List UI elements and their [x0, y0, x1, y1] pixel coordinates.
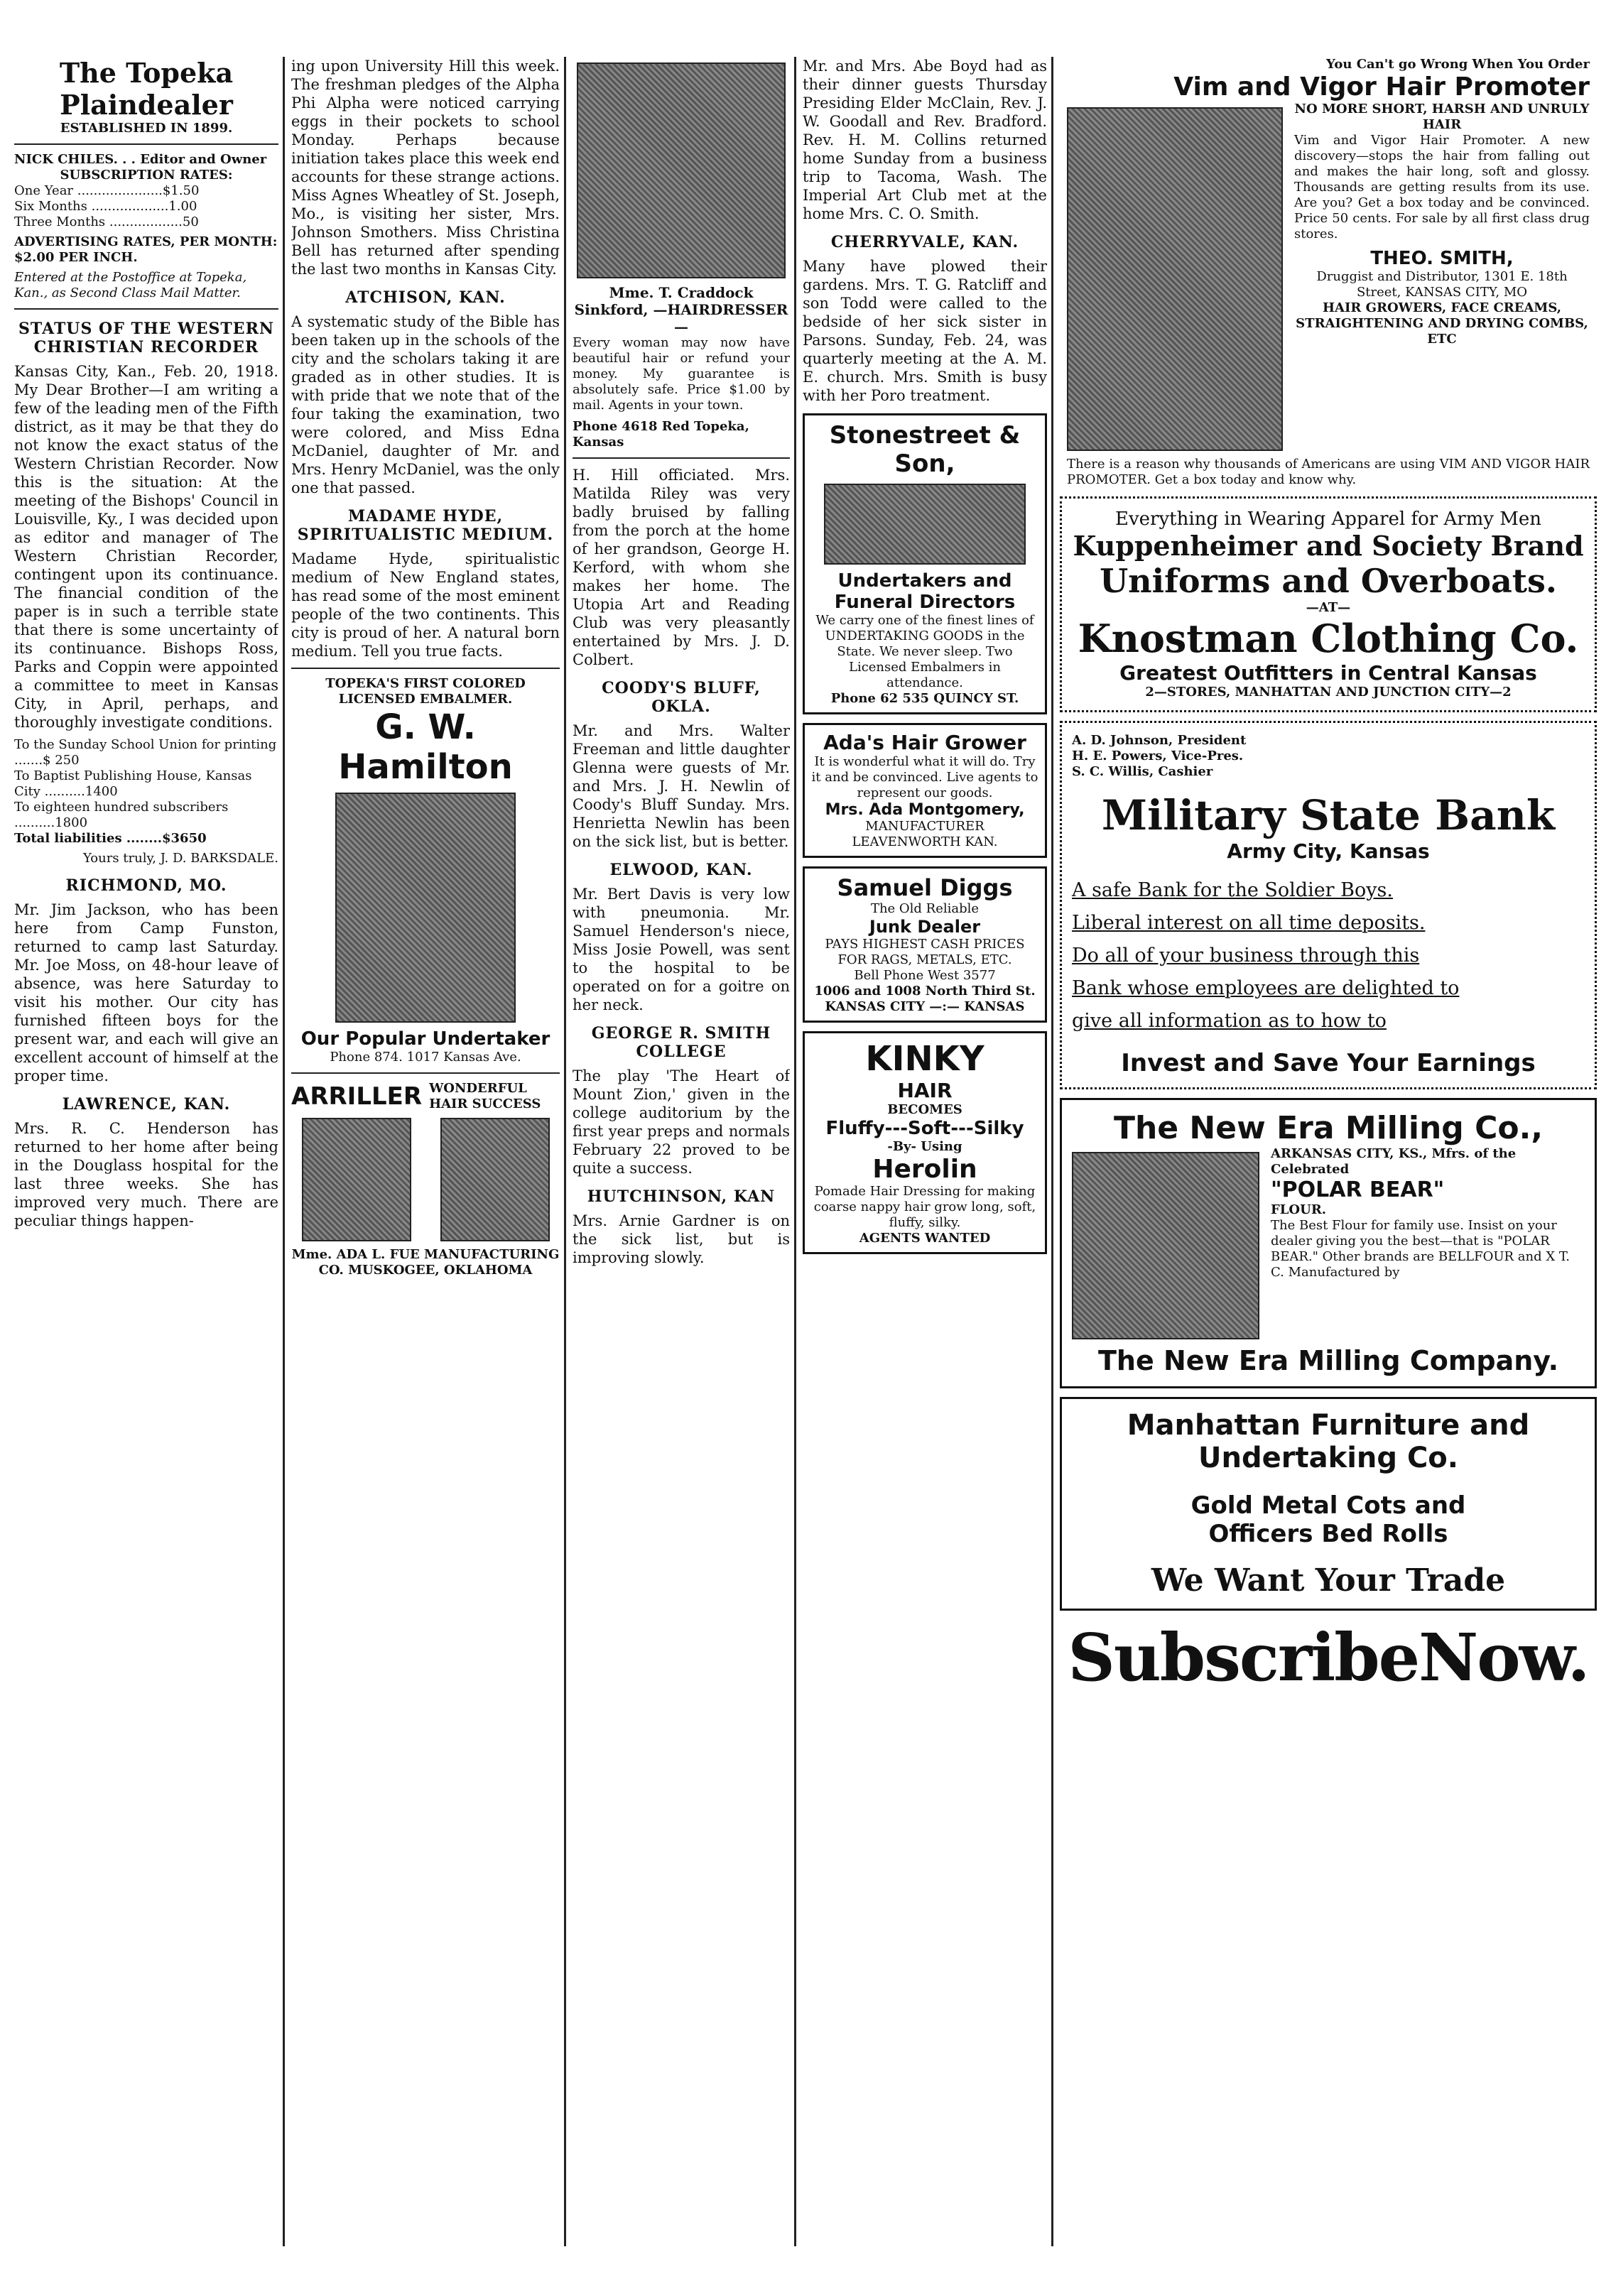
- section-heading: ELWOOD, KAN.: [609, 861, 753, 879]
- hairdresser-photo: [577, 62, 786, 278]
- story-body: Kansas City, Kan., Feb. 20, 1918. My Dear Brother—I am writing a few of the leading men of the Fifth district, as it may be that they do not know the exact status of the Western Christian Recorder. Now this is the situation: At the meeting of the Bishops' Council in Louisville, Ky., I was decided upon as editor and manager of The Western Christian Recorder, contingent upon its continuance. The financial condition of the paper is in such a terrible state that there is some uncertainty of its continuance. Bishops Ross, Parks and Coppin were appointed a committee to meet in Kansas City, in April, perhaps, and thoroughly investigate conditions.: [14, 363, 278, 731]
- column-rule: [1051, 57, 1053, 2246]
- column-rule: [564, 57, 566, 2246]
- liability-line: To Baptist Publishing House, Kansas City ..........1400: [14, 768, 252, 799]
- mill-flour: FLOUR.: [1271, 1202, 1327, 1217]
- manhattan-title-1: Manhattan Furniture and: [1127, 1409, 1530, 1442]
- knostman-line-1: Kuppenheimer and Society Brand: [1073, 530, 1584, 562]
- hairdresser-phone: Phone 4618 Red Topeka, Kansas: [573, 419, 749, 450]
- manhattan-want: We Want Your Trade: [1151, 1562, 1506, 1599]
- herolin-text: Pomade Hair Dressing for making coarse nappy hair grow long, soft, fluffy, silky.: [813, 1184, 1036, 1230]
- bank-line: give all information as to how to: [1072, 1010, 1387, 1032]
- story-headline: STATUS OF THE WESTERN CHRISTIAN RECORDER: [18, 320, 274, 357]
- vim-seller-address: Druggist and Distributor, 1301 E. 18th Street, KANSAS CITY, MO: [1316, 269, 1568, 300]
- manhattan-title-2: Undertaking Co.: [1198, 1442, 1458, 1474]
- stonestreet-text: We carry one of the finest lines of UNDERTAKING GOODS in the State. We never sleep. Two Licensed Embalmers in attendance.: [815, 613, 1034, 690]
- diggs-title: Samuel Diggs: [837, 874, 1013, 901]
- section-heading: GEORGE R. SMITH COLLEGE: [591, 1024, 771, 1061]
- rate-line: One Year .....................$1.50: [14, 183, 200, 198]
- divider: [573, 457, 790, 459]
- section-body: Mr. and Mrs. Walter Freeman and little daughter Glenna were guests of Mr. and Mrs. J. H. Newlin of Coody's Bluff Sunday. Mrs. Henrietta Newlin has been on the sick list, but is better.: [573, 722, 790, 850]
- herolin-hair: HAIR: [897, 1079, 953, 1102]
- mill-text-2: The Best Flour for family use. Insist on your dealer giving you the best—that is "POLAR BEAR." Other brands are BELLFOUR and X T. C. Manufactured by: [1271, 1218, 1570, 1280]
- section-body: Mr. and Mrs. Abe Boyd had as their dinner guests Thursday Presiding Elder McClain, Rev. J. W. Goodall and Rev. Bradford. Rev. H. M. Collins returned home Sunday from a business trip to Tacoma, Wash. The Imperial Art Club met at the home Mrs. C. O. Smith.: [803, 58, 1047, 222]
- herolin-by: -By- Using: [887, 1139, 962, 1154]
- herolin-ad: [803, 1031, 1047, 1254]
- liability-total: Total liabilities ........$3650: [14, 831, 207, 846]
- column-rule: [794, 57, 796, 2246]
- arriller-subtitle: WONDERFUL HAIR SUCCESS: [429, 1081, 541, 1111]
- herolin-agents: AGENTS WANTED: [859, 1231, 991, 1246]
- ada-text: It is wonderful what it will do. Try it and be convinced. Live agents to represent our goods.: [811, 754, 1038, 800]
- manhattan-line-1: Gold Metal Cots and: [1190, 1491, 1466, 1520]
- knostman-name: Knostman Clothing Co.: [1078, 616, 1579, 661]
- section-body: Mr. Jim Jackson, who has been here from Camp Funston, returned to camp last Saturday. Mr. Joe Moss, on 48-hour leave of absence, was here Saturday to visit his mother. Our city has furnished fifteen boys for the present war, and each will give an excellent account of himself at the proper time.: [14, 901, 278, 1084]
- section-heading: LAWRENCE, KAN.: [62, 1095, 231, 1114]
- arriller-title: ARRILLER: [291, 1082, 423, 1111]
- bank-officer: S. C. Willis, Cashier: [1072, 764, 1213, 779]
- embalmer-name: G. W. Hamilton: [338, 707, 513, 787]
- divider: [291, 668, 560, 669]
- vim-text: Vim and Vigor Hair Promoter. A new discovery—stops the hair from falling out and makes the hair long, soft and glossy. Thousands are getting results from its use. Are you? Get a box today and be convinced. Price 50 cents. For sale by all first class drug stores.: [1294, 133, 1590, 241]
- section-body: Mrs. Arnie Gardner is on the sick list, but is improving slowly.: [573, 1212, 790, 1266]
- ada-address: MANUFACTURER LEAVENWORTH KAN.: [852, 819, 998, 849]
- mill-text: ARKANSAS CITY, KS., Mfrs. of the Celebrated: [1271, 1146, 1517, 1177]
- column-5: [1060, 57, 1597, 2246]
- mill-brand: "POLAR BEAR": [1271, 1177, 1445, 1202]
- column-3: [573, 57, 790, 2246]
- herolin-kinky: KINKY: [865, 1039, 984, 1079]
- bank-line: Liberal interest on all time deposits.: [1072, 912, 1426, 934]
- section-body: A systematic study of the Bible has been taken up in the schools of the city and the scholars taking it are graded as in other studies. It is with pride that we note that of the four taking the examination, two were colored, and Miss Edna McDaniel, daughter of Mr. and Mrs. Henry McDaniel, was the only one that passed.: [291, 313, 560, 496]
- column-1: [14, 57, 278, 2246]
- polar-bear-illustration: [1072, 1152, 1259, 1339]
- bank-line: A safe Bank for the Soldier Boys.: [1072, 879, 1393, 901]
- stonestreet-phone: Phone 62 535 QUINCY ST.: [830, 691, 1019, 706]
- embalmer-label: TOPEKA'S FIRST COLORED LICENSED EMBALMER.: [325, 676, 526, 707]
- embalmer-address: Phone 874. 1017 Kansas Ave.: [330, 1050, 521, 1065]
- section-heading: COODY'S BLUFF, OKLA.: [602, 679, 761, 716]
- mill-footer: The New Era Milling Company.: [1097, 1345, 1559, 1376]
- hairdresser-name: Mme. T. Craddock Sinkford, —HAIRDRESSER—: [574, 284, 788, 335]
- embalmer-caption: Our Popular Undertaker: [300, 1028, 550, 1050]
- manhattan-line-2: Officers Bed Rolls: [1208, 1520, 1448, 1548]
- rate-line: Three Months ..................50: [14, 214, 199, 229]
- section-body: The play 'The Heart of Mount Zion,' given in the college auditorium by the first year preps and normals February 22 proved to be quite a success.: [573, 1067, 790, 1177]
- diggs-text: PAYS HIGHEST CASH PRICES FOR RAGS, METALS, ETC.: [825, 937, 1025, 967]
- vim-top: You Can't go Wrong When You Order: [1326, 57, 1590, 72]
- diggs-phone: Bell Phone West 3577: [854, 968, 996, 983]
- ada-name: Mrs. Ada Montgomery,: [825, 801, 1025, 819]
- section-heading: MADAME HYDE, SPIRITUALISTIC MEDIUM.: [297, 507, 554, 544]
- stonestreet-ad: [803, 413, 1047, 714]
- knostman-at: —AT—: [1306, 600, 1351, 615]
- herolin-words: Fluffy---Soft---Silky: [825, 1118, 1024, 1139]
- mill-ad: [1060, 1098, 1597, 1388]
- diggs-subtitle: The Old Reliable: [870, 901, 980, 916]
- column-2: [291, 57, 560, 2246]
- ada-title: Ada's Hair Grower: [823, 731, 1026, 754]
- section-body: Mr. Bert Davis is very low with pneumonia. Mr. Samuel Henderson's niece, Miss Josie Powell, was sent to the hospital to be operated on for a goitre on her neck.: [573, 886, 790, 1013]
- section-heading: RICHMOND, MO.: [65, 876, 227, 895]
- entered-notice: Entered at the Postoffice at Topeka, Kan., as Second Class Mail Matter.: [14, 270, 247, 300]
- divider: [291, 1072, 560, 1074]
- section-body: ing upon University Hill this week. The freshman pledges of the Alpha Phi Alpha were noticed carrying eggs in their pockets to school Monday. Perhaps because initiation takes place this week end accounts for these strange actions. Miss Agnes Wheatley of St. Joseph, Mo., is visiting her sister, Mrs. Johnson Smothers. Miss Christina Bell has returned after spending the last two months in Kansas City.: [291, 58, 560, 278]
- arriller-photo: [302, 1118, 411, 1241]
- section-body: H. Hill officiated. Mrs. Matilda Riley was very badly bruised by falling from the porch at the home of her grandson, George H. Kerford, with whom she makes her home. The Utopia Art and Reading Club was very pleasantly entertained by Mrs. J. D. Colbert.: [573, 467, 790, 668]
- bank-footer: Invest and Save Your Earnings: [1121, 1049, 1536, 1077]
- section-heading: HUTCHINSON, KAN: [587, 1187, 776, 1206]
- manhattan-ad: [1060, 1397, 1597, 1611]
- arriller-footer: Mme. ADA L. FUE MANUFACTURING CO. MUSKOGEE, OKLAHOMA: [291, 1247, 560, 1278]
- stonestreet-title: Stonestreet & Son,: [829, 421, 1021, 478]
- vim-ad: [1060, 57, 1597, 488]
- advertising-rates: ADVERTISING RATES, PER MONTH: $2.00 PER INCH.: [14, 234, 278, 265]
- subscribe-now: SubscribeNow.: [1068, 1619, 1589, 1696]
- vim-subtitle: NO MORE SHORT, HARSH AND UNRULY HAIR: [1294, 102, 1590, 132]
- knostman-ad: [1060, 496, 1597, 712]
- bank-line: Do all of your business through this: [1072, 945, 1420, 967]
- bank-officer: H. E. Powers, Vice-Pres.: [1072, 749, 1244, 763]
- bank-name: Military State Bank: [1101, 791, 1556, 839]
- story-signature: Yours truly, J. D. BARKSDALE.: [82, 851, 278, 866]
- masthead-title: The Topeka Plaindealer: [59, 57, 234, 121]
- knostman-subtitle: Greatest Outfitters in Central Kansas: [1119, 661, 1537, 685]
- bank-line: Bank whose employees are delighted to: [1072, 977, 1460, 999]
- mill-title: The New Era Milling Co.,: [1113, 1110, 1544, 1146]
- diggs-trade: Junk Dealer: [869, 917, 981, 937]
- hairdresser-text: Every woman may now have beautiful hair or refund your money. My guarantee is absolutely safe. Price $1.00 by mail. Agents in your town.: [573, 335, 790, 413]
- herolin-brand: Herolin: [872, 1155, 977, 1184]
- vim-seller: THEO. SMITH,: [1370, 248, 1514, 269]
- vim-title: Vim and Vigor Hair Promoter: [1173, 72, 1590, 102]
- column-rule: [283, 57, 285, 2246]
- knostman-top: Everything in Wearing Apparel for Army Men: [1114, 508, 1542, 530]
- herolin-becomes: BECOMES: [887, 1102, 962, 1117]
- liability-line: To the Sunday School Union for printing .......$ 250: [14, 737, 277, 768]
- subscription-heading: SUBSCRIPTION RATES:: [60, 168, 233, 183]
- masthead-editor: NICK CHILES. . . Editor and Owner: [14, 152, 267, 167]
- knostman-line-2: Uniforms and Overboats.: [1100, 562, 1557, 600]
- ada-ad: [803, 723, 1047, 858]
- bank-officer: A. D. Johnson, President: [1072, 733, 1247, 748]
- divider: [14, 143, 278, 145]
- diggs-address: 1006 and 1008 North Third St. KANSAS CITY —:— KANSAS: [814, 984, 1036, 1014]
- section-body: Madame Hyde, spiritualistic medium of New England states, has read some of the most eminent people of the two continents. This city is proud of her. A natural born medium. Tell you true facts.: [291, 550, 560, 660]
- rate-line: Six Months ...................1.00: [14, 199, 197, 214]
- bank-city: Army City, Kansas: [1227, 839, 1430, 863]
- stonestreet-subtitle: Undertakers and Funeral Directors: [834, 570, 1016, 613]
- arriller-photo: [440, 1118, 550, 1241]
- carriage-illustration: [824, 484, 1026, 565]
- divider: [14, 308, 278, 310]
- vim-products: HAIR GROWERS, FACE CREAMS, STRAIGHTENING AND DRYING COMBS, ETC: [1296, 300, 1588, 347]
- masthead-established: ESTABLISHED IN 1899.: [60, 121, 233, 136]
- knostman-stores: 2—STORES, MANHATTAN AND JUNCTION CITY—2: [1145, 685, 1512, 700]
- vim-footer: There is a reason why thousands of Americans are using VIM AND VIGOR HAIR PROMOTER. Get a box today and know why.: [1067, 457, 1590, 487]
- section-heading: CHERRYVALE, KAN.: [830, 233, 1019, 251]
- liability-line: To eighteen hundred subscribers ..........1800: [14, 800, 229, 830]
- diggs-ad: [803, 866, 1047, 1023]
- bank-ad: [1060, 721, 1597, 1089]
- column-4: [803, 57, 1047, 2246]
- section-body: Many have plowed their gardens. Mrs. T. G. Ratcliff and son Todd were called to the bedside of her sick sister in Parsons. Sunday, Feb. 24, was quarterly meeting at the A. M. E. church. Mrs. Smith is busy with her Poro treatment.: [803, 258, 1047, 404]
- section-heading: ATCHISON, KAN.: [345, 288, 506, 307]
- section-body: Mrs. R. C. Henderson has returned to her home after being in the Douglass hospital for the last three weeks. She has improved very much. There are peculiar things happen-: [14, 1120, 278, 1229]
- vim-illustration: [1067, 107, 1283, 451]
- portrait-photo: [335, 793, 516, 1023]
